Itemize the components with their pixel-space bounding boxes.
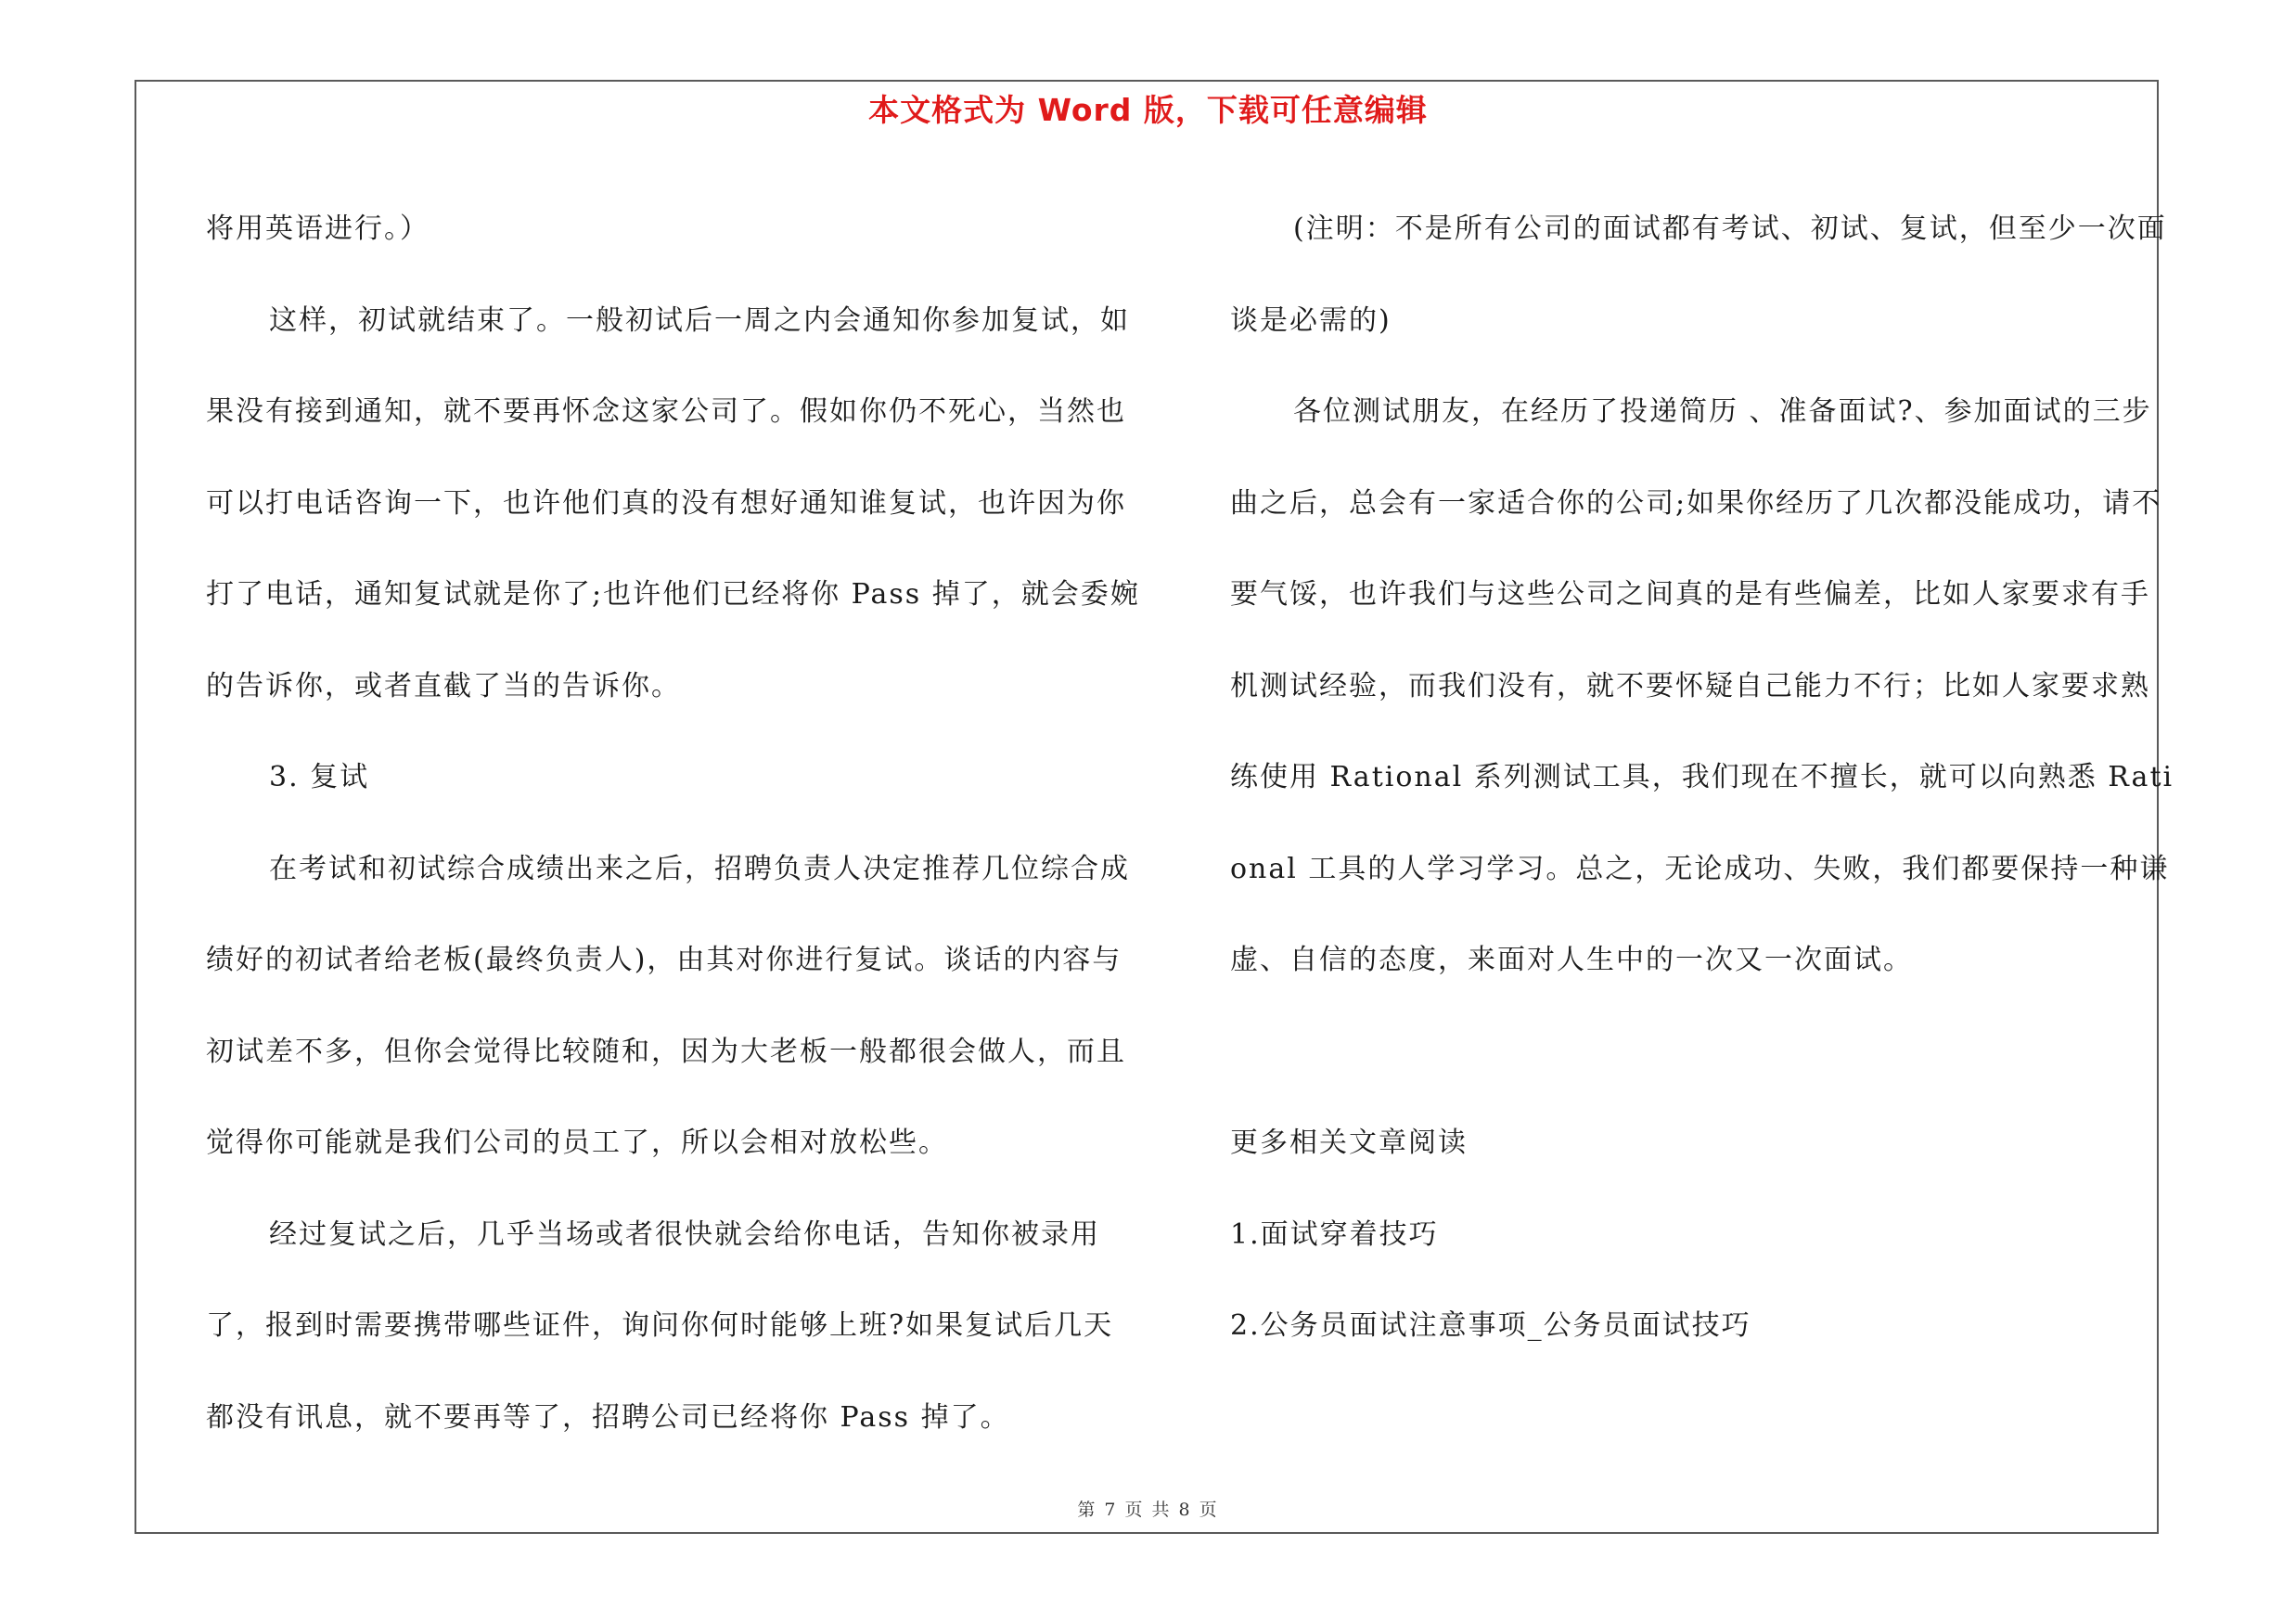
paragraph-continuation: 将用英语进行。） [206,213,430,245]
paragraph-note: (注明：不是所有公司的面试都有考试、初试、复试，但至少一次面谈是必需的) [1230,213,2167,337]
paragraph-first-interview-end: 这样，初试就结束了。一般初试后一周之内会通知你参加复试，如果没有接到通知，就不要再怀念这家公司了。假如你仍不死心，当然也可以打电话咨询一下，也许他们真的没有想好通知谁复试，也许因为你打了电话，通知复试就是你了;也许他们已经将你 Pass 掉了，就会委婉的告诉你，或者直截了当的告诉你。 [206,303,1140,702]
paragraph-advice: 各位测试朋友，在经历了投递简历 、准备面试?、参加面试的三步曲之后，总会有一家适合你的公司;如果你经历了几次都没能成功，请不要气馁，也许我们与这些公司之间真的是有些偏差，比如人家要求有手机测试经验，而我们没有，就不要怀疑自己能力不行；比如人家要求熟练使用 Rational 系列测试工具，我们现在不擅长，就可以向熟悉 Rational 工具的人学习学习。总之，无论成功、失败，我们都要保持一种谦虚、自信的态度，来面对人生中的一次又一次面试。 [1230,395,2174,976]
section-heading-reinterview: 3. 复试 [269,761,370,793]
related-link-1[interactable]: 1.面试穿着技巧 [1230,1217,1439,1251]
right-column [1230,184,2176,1372]
paragraph-reinterview: 在考试和初试综合成绩出来之后，招聘负责人决定推荐几位综合成绩好的初试者给老板(最终负责人)，由其对你进行复试。谈话的内容与初试差不多，但你会觉得比较随和，因为大老板一般都很会做人，而且觉得你可能就是我们公司的员工了，所以会相对放松些。 [206,852,1130,1159]
paragraph-after-reinterview: 经过复试之后，几乎当场或者很快就会给你电话，告知你被录用了，报到时需要携带哪些证件，询问你何时能够上班?如果复试后几天都没有讯息，就不要再等了，招聘公司已经将你 Pass 掉了。 [206,1217,1114,1434]
related-heading: 更多相关文章阅读 [1230,1127,1468,1159]
related-link-2[interactable]: 2.公务员面试注意事项_公务员面试技巧 [1230,1309,1751,1342]
page-number: 第 7 页 共 8 页 [1077,1500,1219,1520]
format-banner: 本文格式为 Word 版，下载可任意编辑 [868,92,1428,128]
left-column [206,184,1143,1463]
spacer [1230,1007,2176,1099]
